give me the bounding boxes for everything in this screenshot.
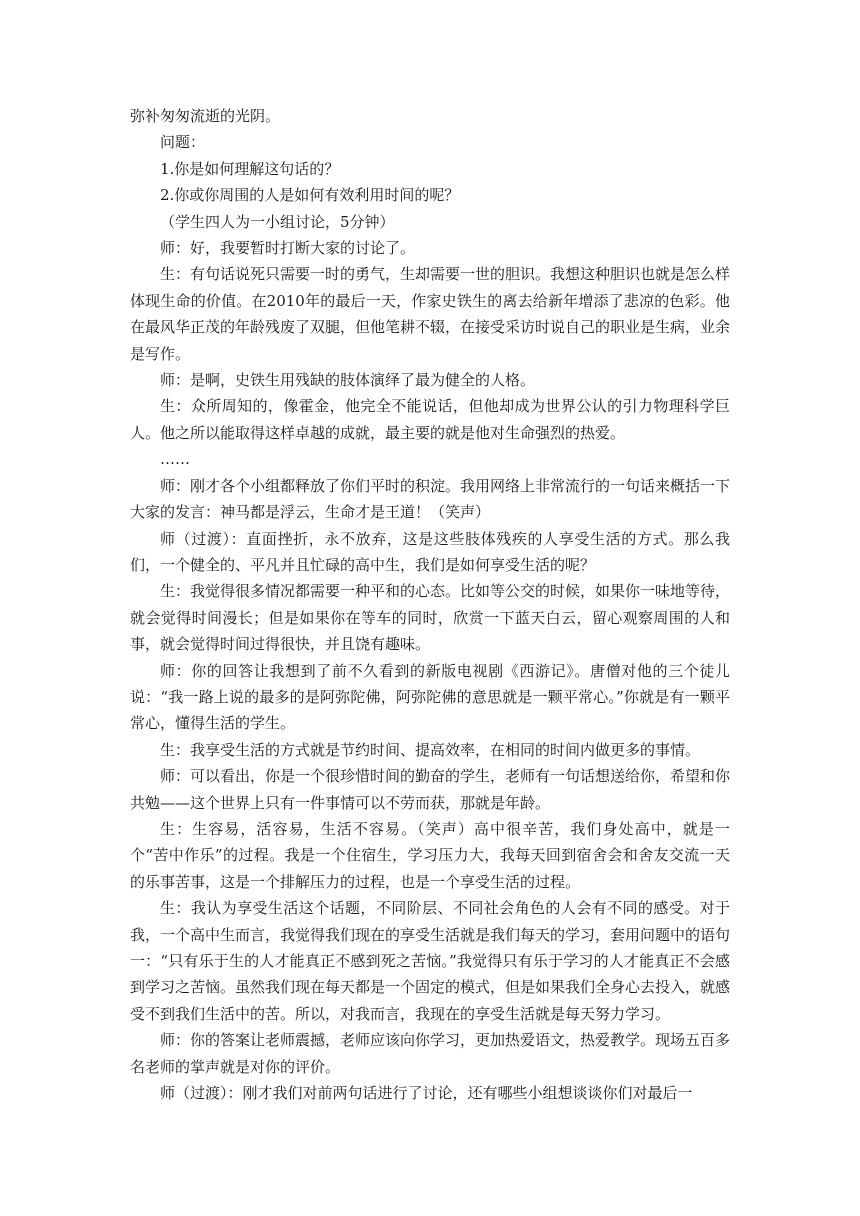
paragraph: …… <box>160 450 190 469</box>
paragraph: 师：好，我要暂时打断大家的讨论了。 <box>160 239 416 258</box>
paragraph: 生：生容易，活容易，生活不容易。（笑声）高中很辛苦，我们身处高中，就是一个“苦中作乐”的过程。我是一个住宿生，学习压力大，我每天回到宿舍会和舍友交流一天的乐事苦事，这是一个排解压力的过程，也是一个享受生活的过程。 <box>130 819 730 891</box>
paragraph: 2.你或你周围的人是如何有效利用时间的呢？ <box>160 186 460 205</box>
paragraph: 弥补匆匆流逝的光阴。 <box>130 107 281 125</box>
paragraph: 生：我认为享受生活这个话题，不同阶层、不同社会角色的人会有不同的感受。对于我，一个高中生而言，我觉得我们现在的享受生活就是我们每天的学习，套用问题中的语句一：“只有乐于生的人才能真正不感到死之苦恼。”我觉得只有乐于学习的人才能真正不会感到学习之苦恼。虽然我们现在每天都是一个固定的模式，但是如果我们全身心去投入，就感受不到我们生活中的苦。所以，对我而言，我现在的享受生活就是每天努力学习。 <box>130 899 731 1023</box>
paragraph: 师（过渡）：直面挫折，永不放弃，这是这些肢体残疾的人享受生活的方式。那么我们，一个健全的、平凡并且忙碌的高中生，我们是如何享受生活的呢？ <box>130 529 730 574</box>
paragraph: 生：我觉得很多情况都需要一种平和的心态。比如等公交的时候，如果你一味地等待，就会觉得时间漫长；但是如果你在等车的同时，欣赏一下蓝天白云，留心观察周围的人和事，就会觉得时间过得很快，并且饶有趣味。 <box>130 582 731 654</box>
paragraph: 师：是啊，史铁生用残缺的肢体演绎了最为健全的人格。 <box>160 371 536 390</box>
paragraph: 生：众所周知的，像霍金，他完全不能说话，但他却成为世界公认的引力物理科学巨人。他之所以能取得这样卓越的成就，最主要的就是他对生命强烈的热爱。 <box>130 397 730 442</box>
document-body <box>130 103 730 1106</box>
paragraph: 师：刚才各个小组都释放了你们平时的积淀。我用网络上非常流行的一句话来概括一下大家的发言：神马都是浮云，生命才是王道！（笑声） <box>130 476 731 522</box>
paragraph: 生：我享受生活的方式就是节约时间、提高效率，在相同的时间内做更多的事情。 <box>160 740 701 759</box>
paragraph: 师（过渡）：刚才我们对前两句话进行了讨论，还有哪些小组想谈谈你们对最后一 <box>160 1084 693 1103</box>
paragraph: 生：有句话说死只需要一时的勇气，生却需要一世的胆识。我想这种胆识也就是怎么样体现生命的价值。在2010年的最后一天，作家史铁生的离去给新年增添了悲凉的色彩。他在最风华正茂的年龄残废了双腿，但他笔耕不辍，在接受采访时说自己的职业是生病，业余是写作。 <box>130 265 731 363</box>
paragraph: 师：你的答案让老师震撼，老师应该向你学习，更加热爱语文，热爱教学。现场五百多名老师的掌声就是对你的评价。 <box>130 1031 731 1076</box>
paragraph: 1.你是如何理解这句话的？ <box>160 159 340 178</box>
paragraph: 师：你的回答让我想到了前不久看到的新版电视剧《西游记》。唐僧对他的三个徒儿说：“我一路上说的最多的是阿弥陀佛，阿弥陀佛的意思就是一颗平常心。”你就是有一颗平常心，懂得生活的学生。 <box>130 661 730 733</box>
paragraph: （学生四人为一小组讨论，5分钟） <box>160 212 395 231</box>
paragraph: 师：可以看出，你是一个很珍惜时间的勤奋的学生，老师有一句话想送给你，希望和你共勉——这个世界上只有一件事情可以不劳而获，那就是年龄。 <box>130 767 731 812</box>
paragraph: 问题： <box>160 133 206 152</box>
